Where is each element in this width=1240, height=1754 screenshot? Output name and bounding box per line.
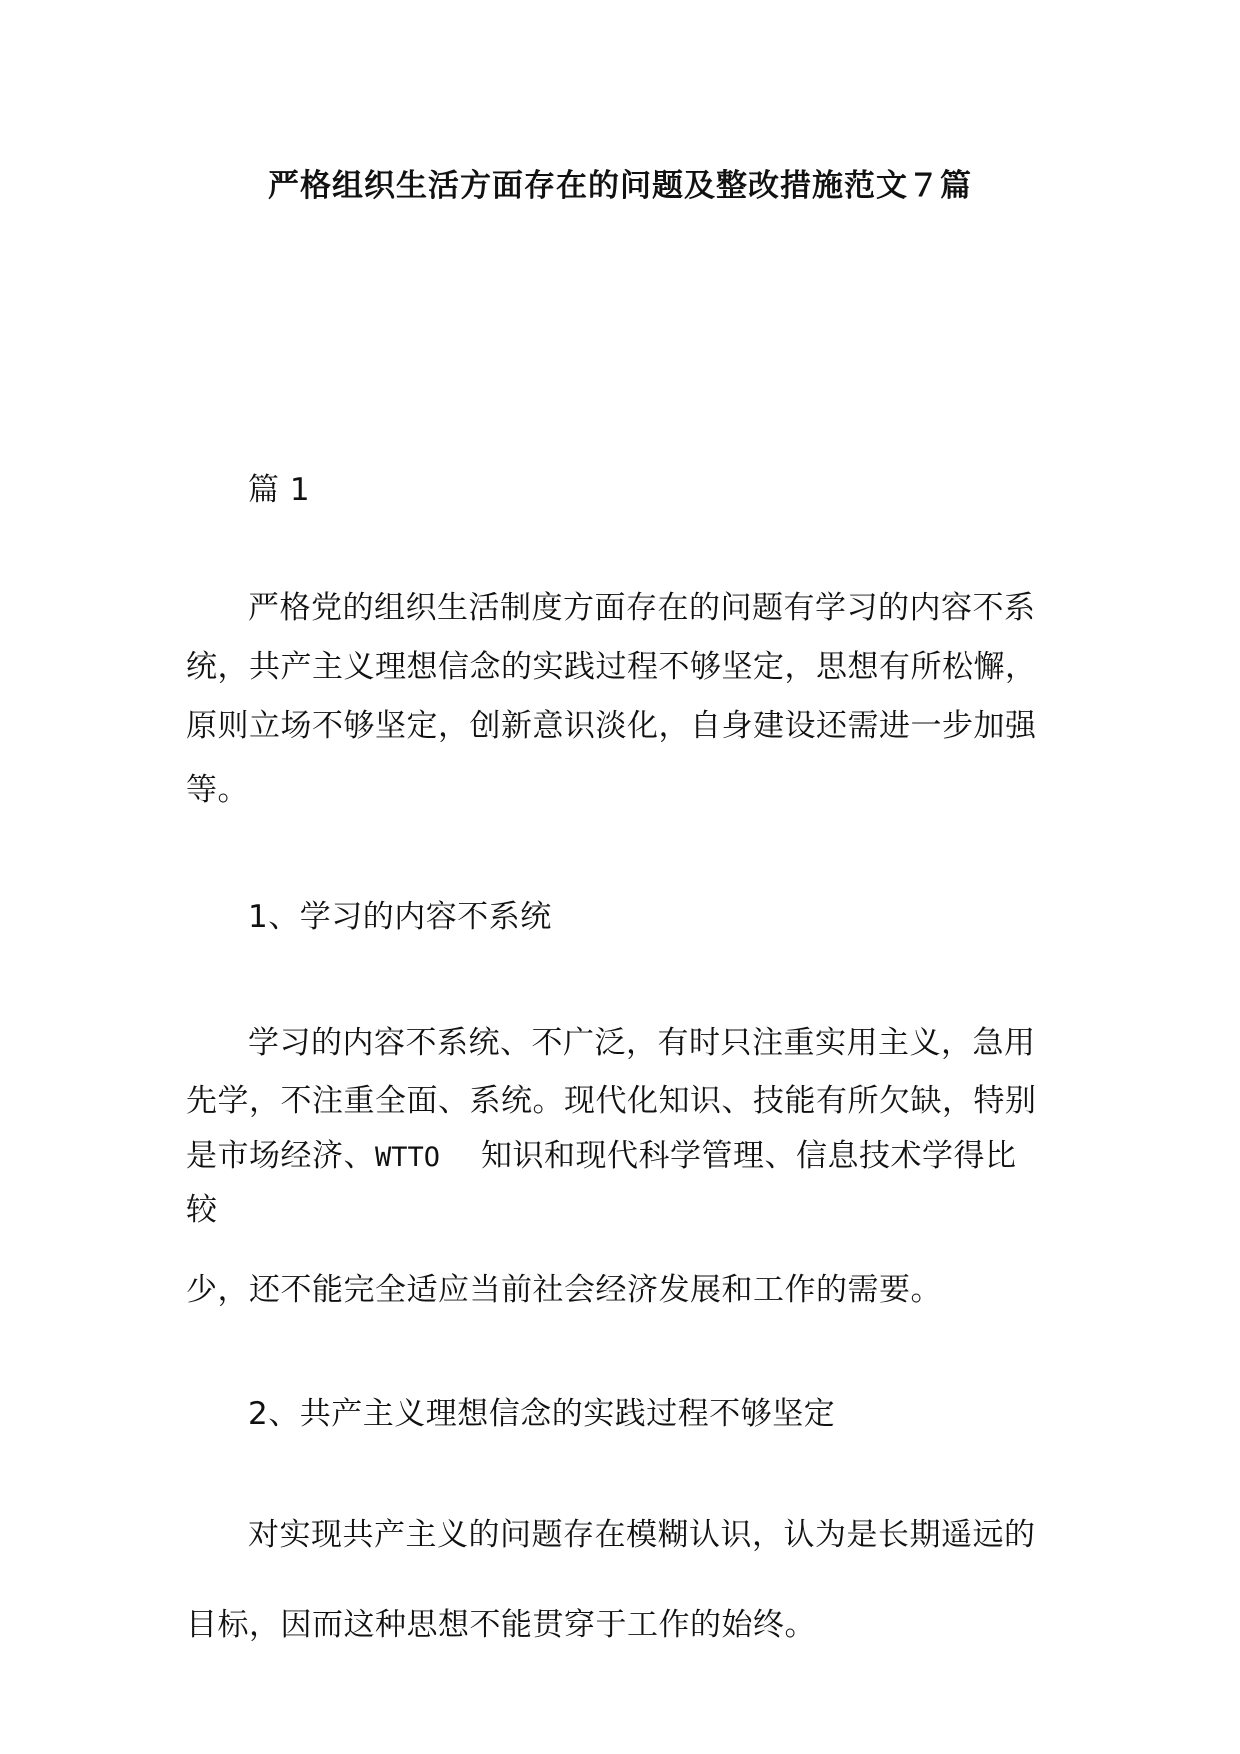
para1-line-2: 先学，不注重全面、系统。现代化知识、技能有所欠缺，特别	[186, 1083, 1037, 1119]
para2-line-1: 对实现共产主义的问题存在模糊认识，认为是长期遥远的	[248, 1517, 1036, 1553]
para1-line-1: 学习的内容不系统、不广泛，有时只注重实用主义，急用	[248, 1025, 1036, 1061]
heading-2: 2、共产主义理想信念的实践过程不够坚定	[248, 1396, 836, 1432]
intro-line-4: 等。	[186, 772, 249, 808]
document-title: 严格组织生活方面存在的问题及整改措施范文７篇	[268, 168, 972, 204]
intro-line-3: 原则立场不够坚定，创新意识淡化，自身建设还需进一步加强	[186, 708, 1037, 744]
para1-line-4: 较	[186, 1192, 218, 1228]
intro-line-1: 严格党的组织生活制度方面存在的问题有学习的内容不系	[248, 590, 1036, 626]
wtto-term: WTTO	[375, 1142, 441, 1173]
para2-line-2: 目标，因而这种思想不能贯穿于工作的始终。	[186, 1607, 816, 1643]
intro-line-2: 统，共产主义理想信念的实践过程不够坚定，思想有所松懈，	[186, 649, 1037, 685]
heading-1: 1、学习的内容不系统	[248, 899, 552, 935]
para1-line-5: 少，还不能完全适应当前社会经济发展和工作的需要。	[186, 1272, 942, 1308]
para1-line-3-part-a: 是市场经济、	[186, 1138, 375, 1174]
para1-line-3-part-b: 知识和现代科学管理、信息技术学得比	[481, 1138, 1017, 1174]
section-label: 篇 1	[248, 472, 311, 508]
para1-line-3	[186, 1136, 1017, 1178]
